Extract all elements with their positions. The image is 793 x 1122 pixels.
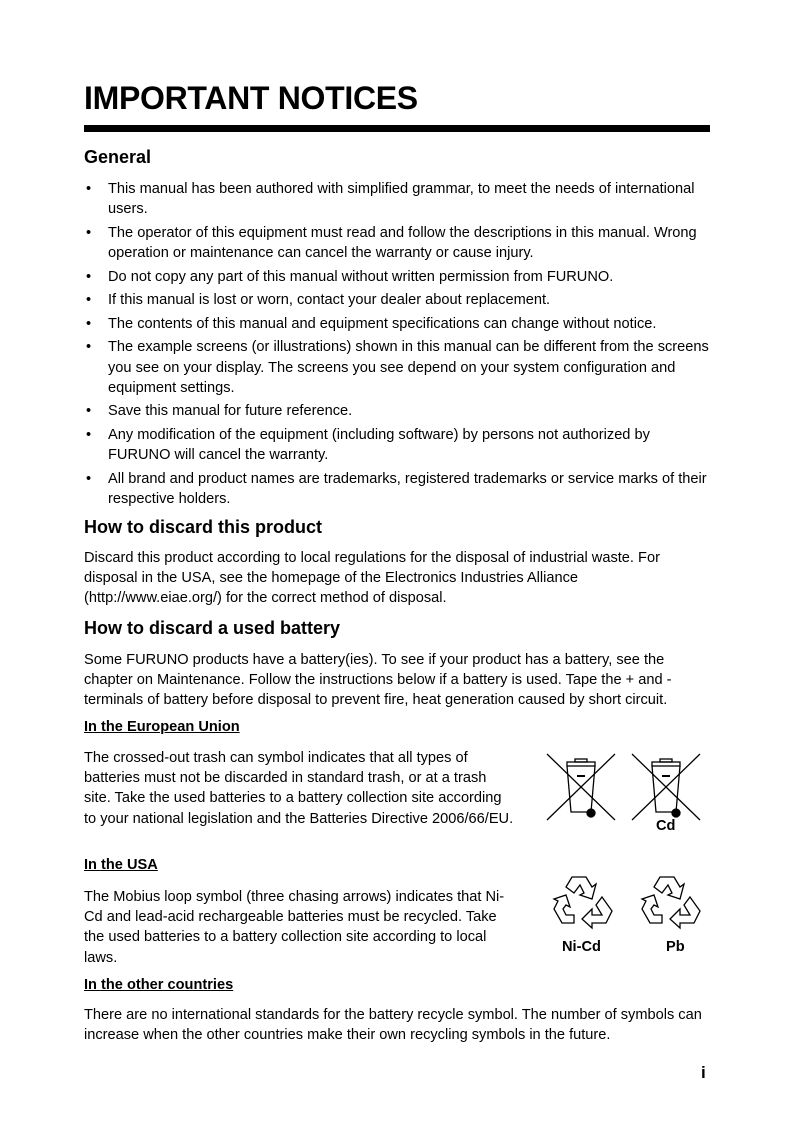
page-number: i — [701, 1063, 706, 1082]
section-heading-discard-battery: How to discard a used battery — [84, 618, 341, 638]
bullet-item — [84, 401, 714, 421]
bullet-item — [84, 469, 714, 509]
crossed-bin-icon — [547, 754, 615, 820]
bullet-icon: • — [86, 181, 92, 197]
bullet-text: The operator of this equipment must read and follow the descriptions in this manual. Wrong operation or maintenance can cancel the warranty or cause injury. — [108, 224, 697, 261]
eu-text: The crossed-out trash can symbol indicates that all types of batteries must not be discarded in standard trash, or at a trash site. Take the used batteries to a battery collection site according to your national legislation and the Batteries Directive 2006/66/EU. — [84, 750, 514, 827]
pb-label: Pb — [666, 939, 685, 955]
recycle-nicd-icon — [554, 877, 612, 928]
bullet-text: Save this manual for future reference. — [108, 403, 353, 420]
title-rule — [84, 125, 710, 132]
subheading-usa: In the USA — [84, 857, 158, 873]
crossed-bin-cd-icon — [632, 754, 700, 820]
bullet-item — [84, 314, 714, 334]
subheading-eu: In the European Union — [84, 719, 240, 735]
nicd-label: Ni-Cd — [562, 939, 601, 955]
bullet-icon: • — [86, 403, 92, 420]
cd-label: Cd — [656, 818, 676, 834]
bullet-icon: • — [86, 339, 92, 356]
bullet-icon: • — [86, 315, 92, 332]
bullet-item — [84, 267, 714, 287]
bullet-icon: • — [86, 292, 92, 309]
bullet-item — [84, 337, 714, 398]
bullet-item — [84, 223, 714, 263]
section-heading-general: General — [84, 147, 152, 167]
bullet-text: All brand and product names are trademarks, registered trademarks or service marks of their respective holders. — [108, 470, 707, 507]
bullet-item — [84, 290, 714, 310]
bullet-icon: • — [86, 268, 92, 285]
bullet-icon: • — [86, 426, 92, 443]
discard-battery-text: Some FURUNO products have a battery(ies). To see if your product has a battery, see the chapter on Maintenance. Follow the instructions below if a battery is used. Tape the + and - terminals of battery before disposal to prevent fire, heat generation caused by short circuit. — [84, 652, 672, 709]
bullet-text: The contents of this manual and equipment specifications can change without notice. — [108, 315, 657, 332]
recycle-icons — [552, 873, 712, 937]
bullet-item — [84, 179, 714, 219]
bullet-icon: • — [86, 224, 92, 241]
bullet-item — [84, 425, 714, 465]
bullet-text: This manual has been authored with simplified grammar, to meet the needs of international users. — [108, 181, 695, 218]
subheading-other-countries: In the other countries — [84, 977, 234, 993]
section-heading-discard-product: How to discard this product — [84, 517, 323, 537]
page-title: IMPORTANT NOTICES — [84, 80, 418, 116]
bullet-text: Any modification of the equipment (including software) by persons not authorized by FURUNO will cancel the warranty. — [108, 426, 650, 464]
recycle-pb-icon — [642, 877, 700, 928]
general-bullet-list — [84, 179, 714, 513]
bullet-text: The example screens (or illustrations) shown in this manual can be different from the screens you see on your display. The screens you see depend on your system configuration and equipment settings. — [108, 339, 709, 396]
bullet-text: Do not copy any part of this manual without written permission from FURUNO. — [108, 268, 614, 285]
crossed-out-bin-icons — [545, 752, 705, 824]
discard-product-text: Discard this product according to local regulations for the disposal of industrial waste. For disposal in the USA, see the homepage of the Electronics Industries Alliance (http://www.eiae.org/) for the correct method of disposal. — [84, 550, 660, 607]
usa-text: The Mobius loop symbol (three chasing arrows) indicates that Ni-Cd and lead-acid rechargeable batteries must be recycled. Take the used batteries to a battery collection site according to local laws. — [84, 889, 505, 966]
bullet-text: If this manual is lost or worn, contact your dealer about replacement. — [108, 292, 551, 309]
bullet-icon: • — [86, 470, 92, 487]
other-countries-text: There are no international standards for the battery recycle symbol. The number of symbols can increase when the other countries make their own recycling symbols in the future. — [84, 1007, 702, 1044]
